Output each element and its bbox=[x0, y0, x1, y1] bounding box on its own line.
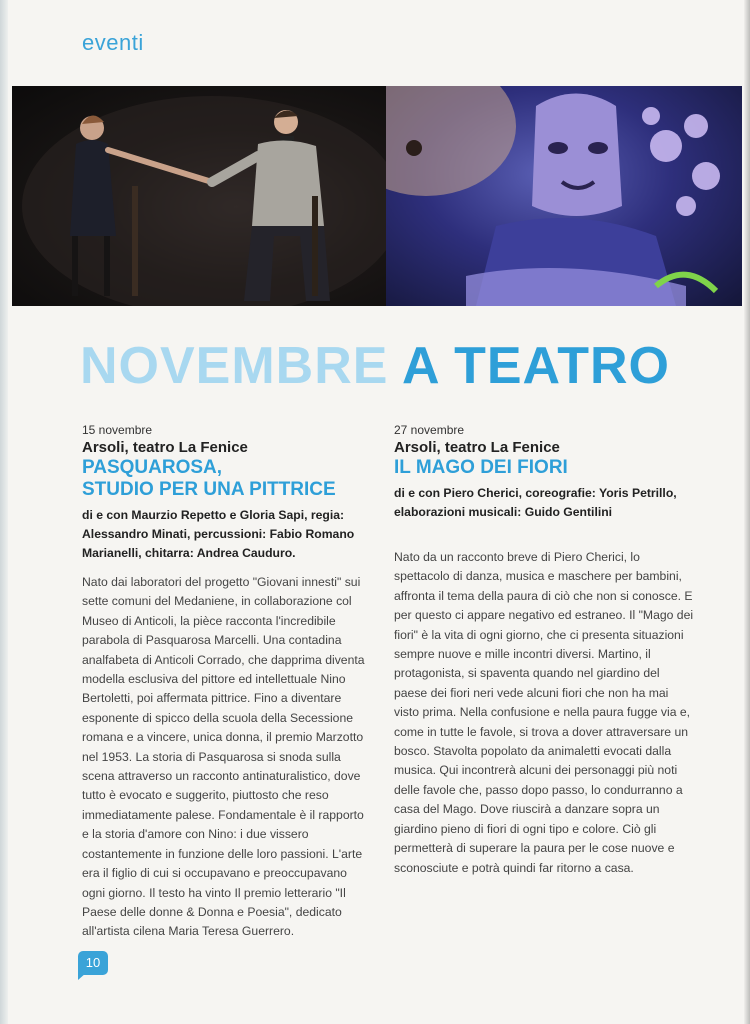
headline-part2: A TEATRO bbox=[402, 337, 670, 395]
event-date: 15 novembre bbox=[82, 423, 153, 437]
section-label: eventi bbox=[82, 30, 144, 55]
stage-photo-illustration bbox=[12, 86, 386, 306]
event-title-line2: STUDIO PER UNA PITTRICE bbox=[82, 479, 336, 500]
event-date: 27 novembre bbox=[394, 423, 465, 437]
page-number-badge-tail bbox=[78, 973, 86, 980]
event-article-mago-dei-fiori bbox=[394, 423, 694, 878]
event-title bbox=[82, 457, 372, 501]
headline-part1: NOVEMBRE bbox=[80, 337, 389, 395]
event-title-line1: PASQUAROSA, bbox=[82, 457, 223, 478]
binding-gutter bbox=[0, 0, 8, 1024]
page-number-badge: 10 bbox=[78, 951, 108, 975]
photo-mago-dei-fiori bbox=[386, 86, 742, 306]
event-title: IL MAGO DEI FIORI bbox=[394, 457, 568, 478]
event-venue: Arsoli, teatro La Fenice bbox=[394, 439, 560, 456]
event-credits: di e con Piero Cherici, coreografie: Yoris Petrillo, elaborazioni musicali: Guido Gentilini bbox=[394, 486, 677, 519]
event-body-text: Nato da un racconto breve di Piero Cherici, lo spettacolo di danza, musica e maschere per bambini, affronta il tema della paura di ciò che non si conosce. E per questo ci appare negativo ed estraneo. Il "Mago dei fiori" è la vita di ogni giorno, che ci presenta situazioni sempre nuove e mille incontri diversi. Martino, il protagonista, si spaventa quando nel giardino del paese dei fiori neri vede alcuni fiori che non ha mai visto prima. Nella confusione e nella paura fugge via e, come in tutte le favole, si trova a dover attraversare un bosco. Stavolta popolato da animaletti evocati dalla musica. Qui incontrerà alcuni dei personaggi più noti delle favole che, passo dopo passo, lo condurranno a casa del Mago. Dove riuscirà a danzare sopra un giardino pieno di fiori di ogni tipo e colore. Ciò gli permetterà di superare la paura per le cose nuove e sconosciute e potrà quindi far ritorno a casa. bbox=[394, 550, 694, 875]
event-venue: Arsoli, teatro La Fenice bbox=[82, 439, 248, 456]
event-credits: di e con Maurzio Repetto e Gloria Sapi, regia: Alessandro Minati, percussioni: Fabio Romano Marianelli, chitarra: Andrea Cauduro. bbox=[82, 508, 355, 560]
photo-pasquarosa-stage bbox=[12, 86, 386, 306]
puppet-photo-illustration bbox=[386, 86, 742, 306]
event-article-pasquarosa bbox=[82, 423, 372, 942]
event-body-text: Nato dai laboratori del progetto "Giovani innesti" sui sette comuni del Medaniene, in collaborazione col Museo di Anticoli, la pièce racconta l'incredibile parabola di Pasquarosa Marcelli. Una contadina analfabeta di Anticoli Corrado, che dapprima diventa modella esclusiva del pittore ed intellettuale Nino Bertoletti, poi affermata pittrice. Fino a diventare esponente di spicco della scuola della Secessione romana e a vincere, unica donna, il premio Marzotto nel 1953. La storia di Pasquarosa si snoda sulla scena attraverso un racconto antinaturalistico, dove tutto è evocato e suggerito, piuttosto che reso immediatamente palese. Fondamentale è il rapporto e la storia d'amore con Nino: i due vissero costantemente in funzione delle loro passioni. L'arte era il figlio di cui si occupavano e preoccupavano ogni giorno. Il testo ha vinto Il premio letterario "Il Paese delle donne & Donna e Poesia", dedicato all'artista cilena Maria Teresa Guerrero. bbox=[82, 575, 365, 939]
page-edge bbox=[744, 0, 750, 1024]
page-headline bbox=[80, 336, 670, 396]
